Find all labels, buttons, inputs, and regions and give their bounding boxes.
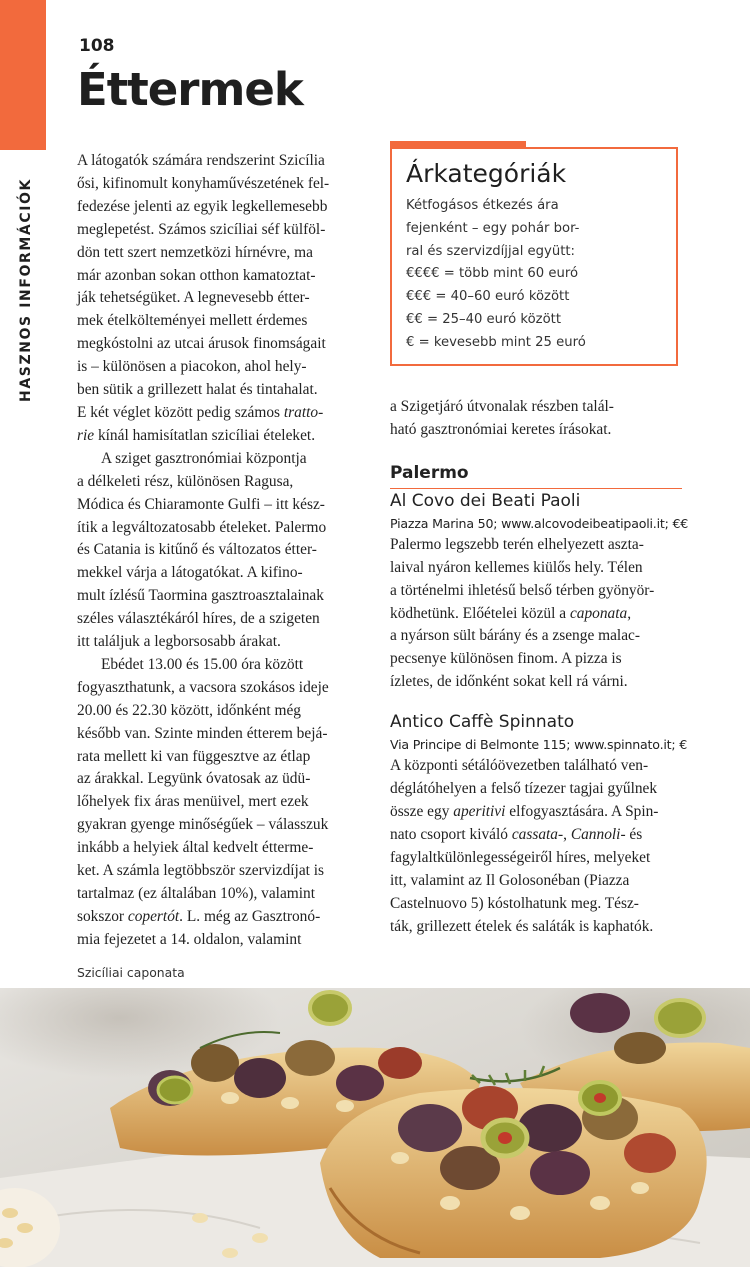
italic-term: aperitivi bbox=[453, 802, 506, 820]
text-line: fogyaszthatunk, a vacsora szokásos ideje bbox=[77, 678, 329, 696]
text-line: tartalmaz (ez általában 10%), valamint bbox=[77, 885, 316, 902]
price-box-line: ral és szervizdíjjal együtt: bbox=[406, 243, 575, 259]
text-line: mekkel várja a látogatókat. A kifino- bbox=[77, 564, 303, 582]
italic-term: copertót bbox=[127, 907, 180, 925]
text-line: Palermo legszebb terén elhelyezett aszta- bbox=[390, 535, 644, 553]
text-line: inkább a helyiek által kedvelt étterme- bbox=[77, 839, 314, 857]
italic-term: tratto- bbox=[283, 403, 324, 421]
italic-term: cassata- bbox=[511, 825, 564, 843]
text-line: nato csoport kiváló bbox=[390, 825, 512, 843]
page-number: 108 bbox=[79, 36, 115, 56]
text-line: ítik a legváltozatosabb ételeket. Palermo bbox=[77, 518, 327, 536]
text-line: 20.00 és 22.30 között, időnként még bbox=[77, 701, 301, 719]
restaurant-name: Al Covo dei Beati Paoli bbox=[390, 490, 581, 511]
text-line: meglepetést. Számos szicíliai séf külföl- bbox=[77, 220, 326, 238]
text-line: . L. még az Gasztronó- bbox=[179, 907, 321, 925]
text-line: a nyárson sült bárány és a zsenge malac- bbox=[390, 627, 640, 645]
chapter-tab bbox=[0, 0, 46, 150]
photo-caption: Szicíliai caponata bbox=[77, 965, 185, 980]
right-column bbox=[390, 396, 689, 938]
text-line: laival nyáron kellemes kiülős hely. Télen bbox=[390, 558, 643, 576]
text-line: Castelnuovo 5) kóstolhatunk meg. Tész- bbox=[390, 894, 639, 912]
caponata-photo bbox=[0, 988, 750, 1267]
text-line: pecsenye különösen finom. A pizza is bbox=[390, 650, 622, 668]
text-line: A központi sétálóövezetben található ven- bbox=[390, 757, 649, 775]
continuation-paragraph bbox=[390, 396, 682, 442]
restaurant-name: Antico Caffè Spinnato bbox=[390, 712, 575, 733]
price-box-title: Árkategóriák bbox=[406, 159, 567, 188]
text-line: lőhelyek fix áras menüivel, mert ezek bbox=[77, 793, 309, 811]
text-line: kínál hamisítatlan szicíliai ételeket. bbox=[94, 426, 316, 444]
text-line: , bbox=[563, 825, 571, 843]
restaurant-address: Piazza Marina 50; www.alcovodeibeatipaoli.it; €€ bbox=[390, 515, 689, 531]
text-line: A sziget gasztronómiai központja bbox=[101, 449, 307, 467]
text-line: E két véglet között pedig számos bbox=[77, 403, 284, 421]
text-line: mult ízlésű Taormina gasztroasztalainak bbox=[77, 587, 324, 605]
text-line: a történelmi ihletésű belső térben gyönyör- bbox=[390, 581, 655, 599]
text-line: az árakkal. Legyünk óvatosak az üdü- bbox=[77, 770, 311, 788]
text-line: elfogyasztására. A Spin- bbox=[505, 802, 659, 820]
text-line: a délkeleti rész, különösen Ragusa, bbox=[77, 472, 294, 490]
text-line: ják tehetségüket. A legnevesebb étter- bbox=[77, 289, 310, 307]
text-line: ősi, kifinomult konyhaművészetének fel- bbox=[77, 174, 330, 192]
price-category-box bbox=[390, 147, 678, 366]
italic-term: Cannoli- bbox=[570, 825, 626, 843]
text-line: ták, grillezett ételek és saláták is kaphatók. bbox=[390, 917, 654, 935]
text-line: ízletes, de időnként sokat kell rá várni. bbox=[390, 673, 628, 691]
text-line: sokszor bbox=[77, 907, 128, 925]
italic-term: caponata bbox=[569, 604, 628, 622]
region-paragraph bbox=[77, 448, 367, 654]
text-line: ködhetünk. Előételei közül a bbox=[390, 604, 570, 622]
section-heading-palermo: Palermo bbox=[390, 460, 682, 489]
restaurant-description: Palermo legszebb terén elhelyezett aszta- laival nyáron kellemes kiülős hely. Télen a történelmi ihletésű belső térben gyönyör- ködhetünk. Előételei közül a caponata, a nyárson sült bárány és a zsenge malac- pecsenye különösen finom. A pizza is ízletes, de időnként sokat kell rá várni. bbox=[390, 535, 655, 691]
italic-term: rie bbox=[77, 426, 95, 444]
text-line: itt találjuk a legborsosabb árakat. bbox=[77, 633, 281, 651]
left-column bbox=[77, 150, 367, 952]
text-line: széles választékáról híres, de a szigeten bbox=[77, 610, 320, 628]
price-tier-4: €€€€ = több mint 60 euró bbox=[406, 266, 579, 282]
text-line: ket. A számla legtöbbször szervizdíjat is bbox=[77, 862, 325, 880]
restaurant-description bbox=[390, 755, 682, 938]
text-line: mia fejezetet a 14. oldalon, valamint bbox=[77, 930, 302, 948]
text-line: dön tett szert nemzetközi hírnévre, ma bbox=[77, 243, 313, 261]
price-box-line: fejenként – egy pohár bor- bbox=[406, 220, 580, 236]
text-line: gyakran gyenge minőségűek – válasszuk bbox=[77, 816, 329, 834]
price-tier-2: €€ = 25–40 euró között bbox=[406, 311, 561, 327]
text-line: és Catania is kitűnő és változatos étter- bbox=[77, 541, 317, 559]
restaurant-address: Via Principe di Belmonte 115; www.spinnato.it; € bbox=[390, 737, 688, 753]
intro-paragraph bbox=[77, 150, 367, 448]
text-line: A látogatók számára rendszerint Szicília bbox=[77, 152, 325, 169]
text-line: is – különösen a piacokon, ahol hely- bbox=[77, 358, 307, 376]
text-line: és bbox=[625, 825, 643, 843]
price-tier-1: € = kevesebb mint 25 euró bbox=[406, 334, 586, 350]
text-line: Módica és Chiaramonte Gulfi – itt kész- bbox=[77, 495, 325, 513]
text-line: rata mellett ki van függesztve az étlap bbox=[77, 747, 311, 765]
price-tier-3: €€€ = 40–60 euró között bbox=[406, 289, 570, 305]
text-line: ben sütik a grillezett halat és tintahalat. bbox=[77, 381, 318, 399]
text-line: fedezése jelenti az egyik legkellemesebb bbox=[77, 197, 328, 215]
page-title: Éttermek bbox=[77, 63, 303, 116]
text-line: mek ételkölteményei mellett érdemes bbox=[77, 312, 308, 330]
text-line: déglátóhelyen a felső tízezer tagjai gyűlnek bbox=[390, 780, 658, 798]
text-line: a Szigetjáró útvonalak részben talál- bbox=[390, 398, 614, 415]
text-line: fagylaltkülönlegességeiről híres, melyeket bbox=[390, 848, 651, 866]
chapter-side-label: HASZNOS INFORMÁCIÓK bbox=[18, 178, 34, 402]
text-line: ható gasztronómiai keretes írásokat. bbox=[390, 420, 612, 438]
text-line: össze egy bbox=[390, 802, 454, 820]
hours-paragraph bbox=[77, 654, 367, 952]
text-line: megkóstolni az utcai árusok finomságait bbox=[77, 335, 326, 353]
text-line: Ebédet 13.00 és 15.00 óra között bbox=[101, 655, 304, 673]
text-line: később van. Szinte minden étterem bejá- bbox=[77, 724, 328, 742]
text-line: már azonban sokan otthon kamatoztat- bbox=[77, 266, 316, 284]
text-line: itt, valamint az Il Golosonéban (Piazza bbox=[390, 871, 630, 889]
price-box-line: Kétfogásos étkezés ára bbox=[406, 198, 559, 213]
